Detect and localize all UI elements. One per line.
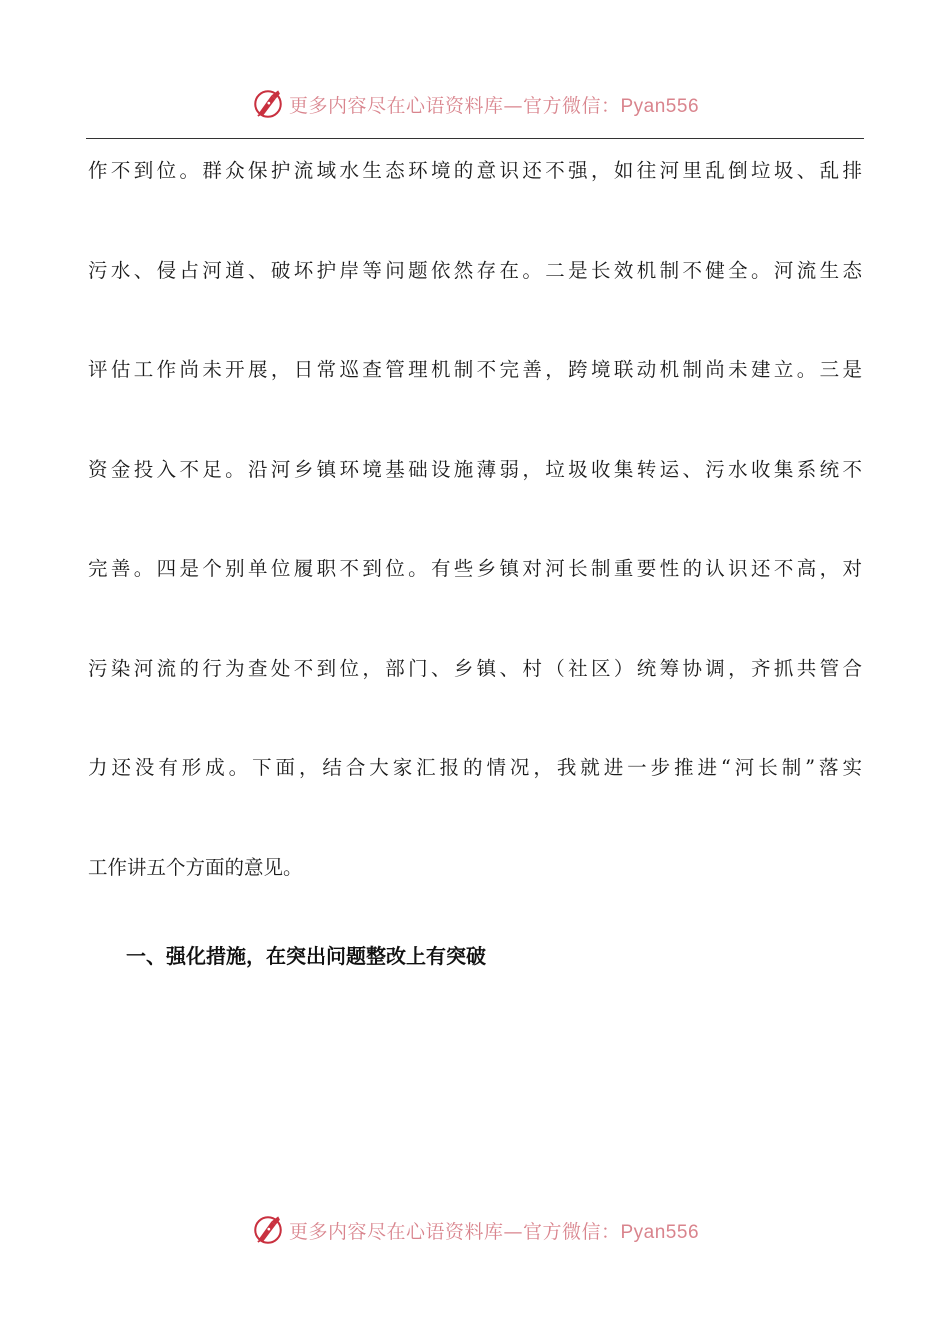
body-line: 资金投入不足。沿河乡镇环境基础设施薄弱，垃圾收集转运、污水收集系统不 <box>88 457 862 481</box>
page-header-watermark <box>0 84 950 124</box>
footer-watermark-id: Pyan556 <box>620 1221 700 1243</box>
body-line: 完善。四是个别单位履职不到位。有些乡镇对河长制重要性的认识还不高，对 <box>88 557 862 580</box>
header-watermark-text <box>289 91 699 118</box>
header-divider <box>86 138 864 139</box>
body-line-last: 工作讲五个方面的意见。 <box>88 855 303 879</box>
body-line: 污染河流的行为查处不到位，部门、乡镇、村（社区）统筹协调，齐抓共管合 <box>88 656 862 680</box>
body-line: 评估工作尚未开展，日常巡查管理机制不完善，跨境联动机制尚未建立。三是 <box>88 358 862 381</box>
header-watermark-id: Pyan556 <box>620 95 700 117</box>
body-paragraph <box>88 146 862 942</box>
pen-nib-logo-icon <box>251 87 285 121</box>
page-footer-watermark <box>0 1210 950 1250</box>
footer-watermark-cn: 更多内容尽在心语资料库—官方微信： <box>288 1220 621 1243</box>
section-heading: 一、强化措施，在突出问题整改上有突破 <box>126 944 486 968</box>
footer-watermark-text <box>289 1217 699 1244</box>
body-line: 作不到位。群众保护流域水生态环境的意识还不强，如往河里乱倒垃圾、乱排 <box>88 159 862 182</box>
header-watermark-cn: 更多内容尽在心语资料库—官方微信： <box>288 94 621 117</box>
body-line: 力还没有形成。下面，结合大家汇报的情况，我就进一步推进“河长制”落实 <box>88 756 862 779</box>
pen-nib-logo-icon <box>251 1213 285 1247</box>
body-line: 污水、侵占河道、破坏护岸等问题依然存在。二是长效机制不健全。河流生态 <box>88 258 862 282</box>
